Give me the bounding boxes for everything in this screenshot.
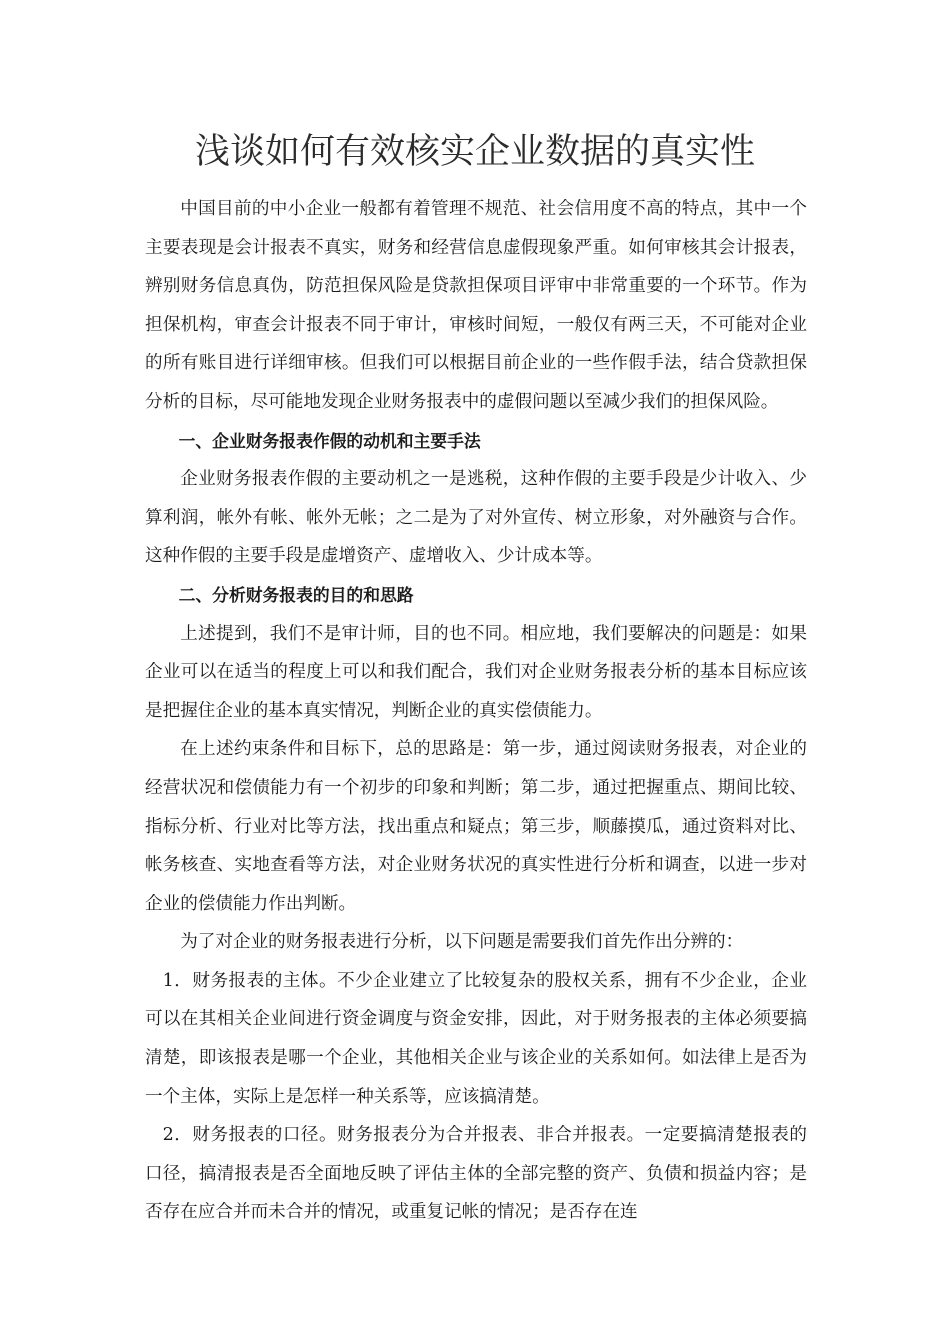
paragraph-approach: 在上述约束条件和目标下，总的思路是：第一步，通过阅读财务报表，对企业的经营状况和偿债能力有一个初步的印象和判断；第二步，通过把握重点、期间比较、指标分析、行业对比等方法，找出重点和疑点；第三步，顺藤摸瓜，通过资料对比、帐务核查、实地查看等方法，对企业财务状况的真实性进行分析和调查，以进一步对企业的偿债能力作出判断。 xyxy=(145,739,807,914)
paragraph-questions-intro: 为了对企业的财务报表进行分析，以下问题是需要我们首先作出分辨的： xyxy=(180,932,744,953)
list-item-report-scope: 2．财务报表的口径。财务报表分为合并报表、非合并报表。一定要搞清楚报表的口径，搞清报表是否全面地反映了评估主体的全部完整的资产、负债和损益内容；是否存在应合并而未合并的情况，或重复记帐的情况；是否存在连 xyxy=(145,1125,807,1223)
section-heading-2: 二、分析财务报表的目的和思路 xyxy=(178,584,414,605)
document-body xyxy=(145,190,807,1232)
paragraph-purpose: 上述提到，我们不是审计师，目的也不同。相应地，我们要解决的问题是：如果企业可以在适当的程度上可以和我们配合，我们对企业财务报表分析的基本目标应该是把握住企业的基本真实情况，判断企业的真实偿债能力。 xyxy=(145,623,807,721)
document-title: 浅谈如何有效核实企业数据的真实性 xyxy=(194,132,755,172)
list-item-report-subject: 1．财务报表的主体。不少企业建立了比较复杂的股权关系，拥有不少企业，企业可以在其相关企业间进行资金调度与资金安排，因此，对于财务报表的主体必须要搞清楚，即该报表是哪一个企业，其他相关企业与该企业的关系如何。如法律上是否为一个主体，实际上是怎样一种关系等，应该搞清楚。 xyxy=(145,970,807,1107)
paragraph-intro: 中国目前的中小企业一般都有着管理不规范、社会信用度不高的特点，其中一个主要表现是会计报表不真实，财务和经营信息虚假现象严重。如何审核其会计报表，辨别财务信息真伪，防范担保风险是贷款担保项目评审中非常重要的一个环节。作为担保机构，审查会计报表不同于审计，审核时间短，一般仅有两三天，不可能对企业的所有账目进行详细审核。但我们可以根据目前企业的一些作假手法，结合贷款担保分析的目标，尽可能地发现企业财务报表中的虚假问题以至减少我们的担保风险。 xyxy=(145,199,807,412)
paragraph-motives: 企业财务报表作假的主要动机之一是逃税，这种作假的主要手段是少计收入、少算利润，帐外有帐、帐外无帐；之二是为了对外宣传、树立形象，对外融资与合作。这种作假的主要手段是虚增资产、虚增收入、少计成本等。 xyxy=(145,469,807,567)
section-heading-1: 一、企业财务报表作假的动机和主要手法 xyxy=(178,430,481,451)
